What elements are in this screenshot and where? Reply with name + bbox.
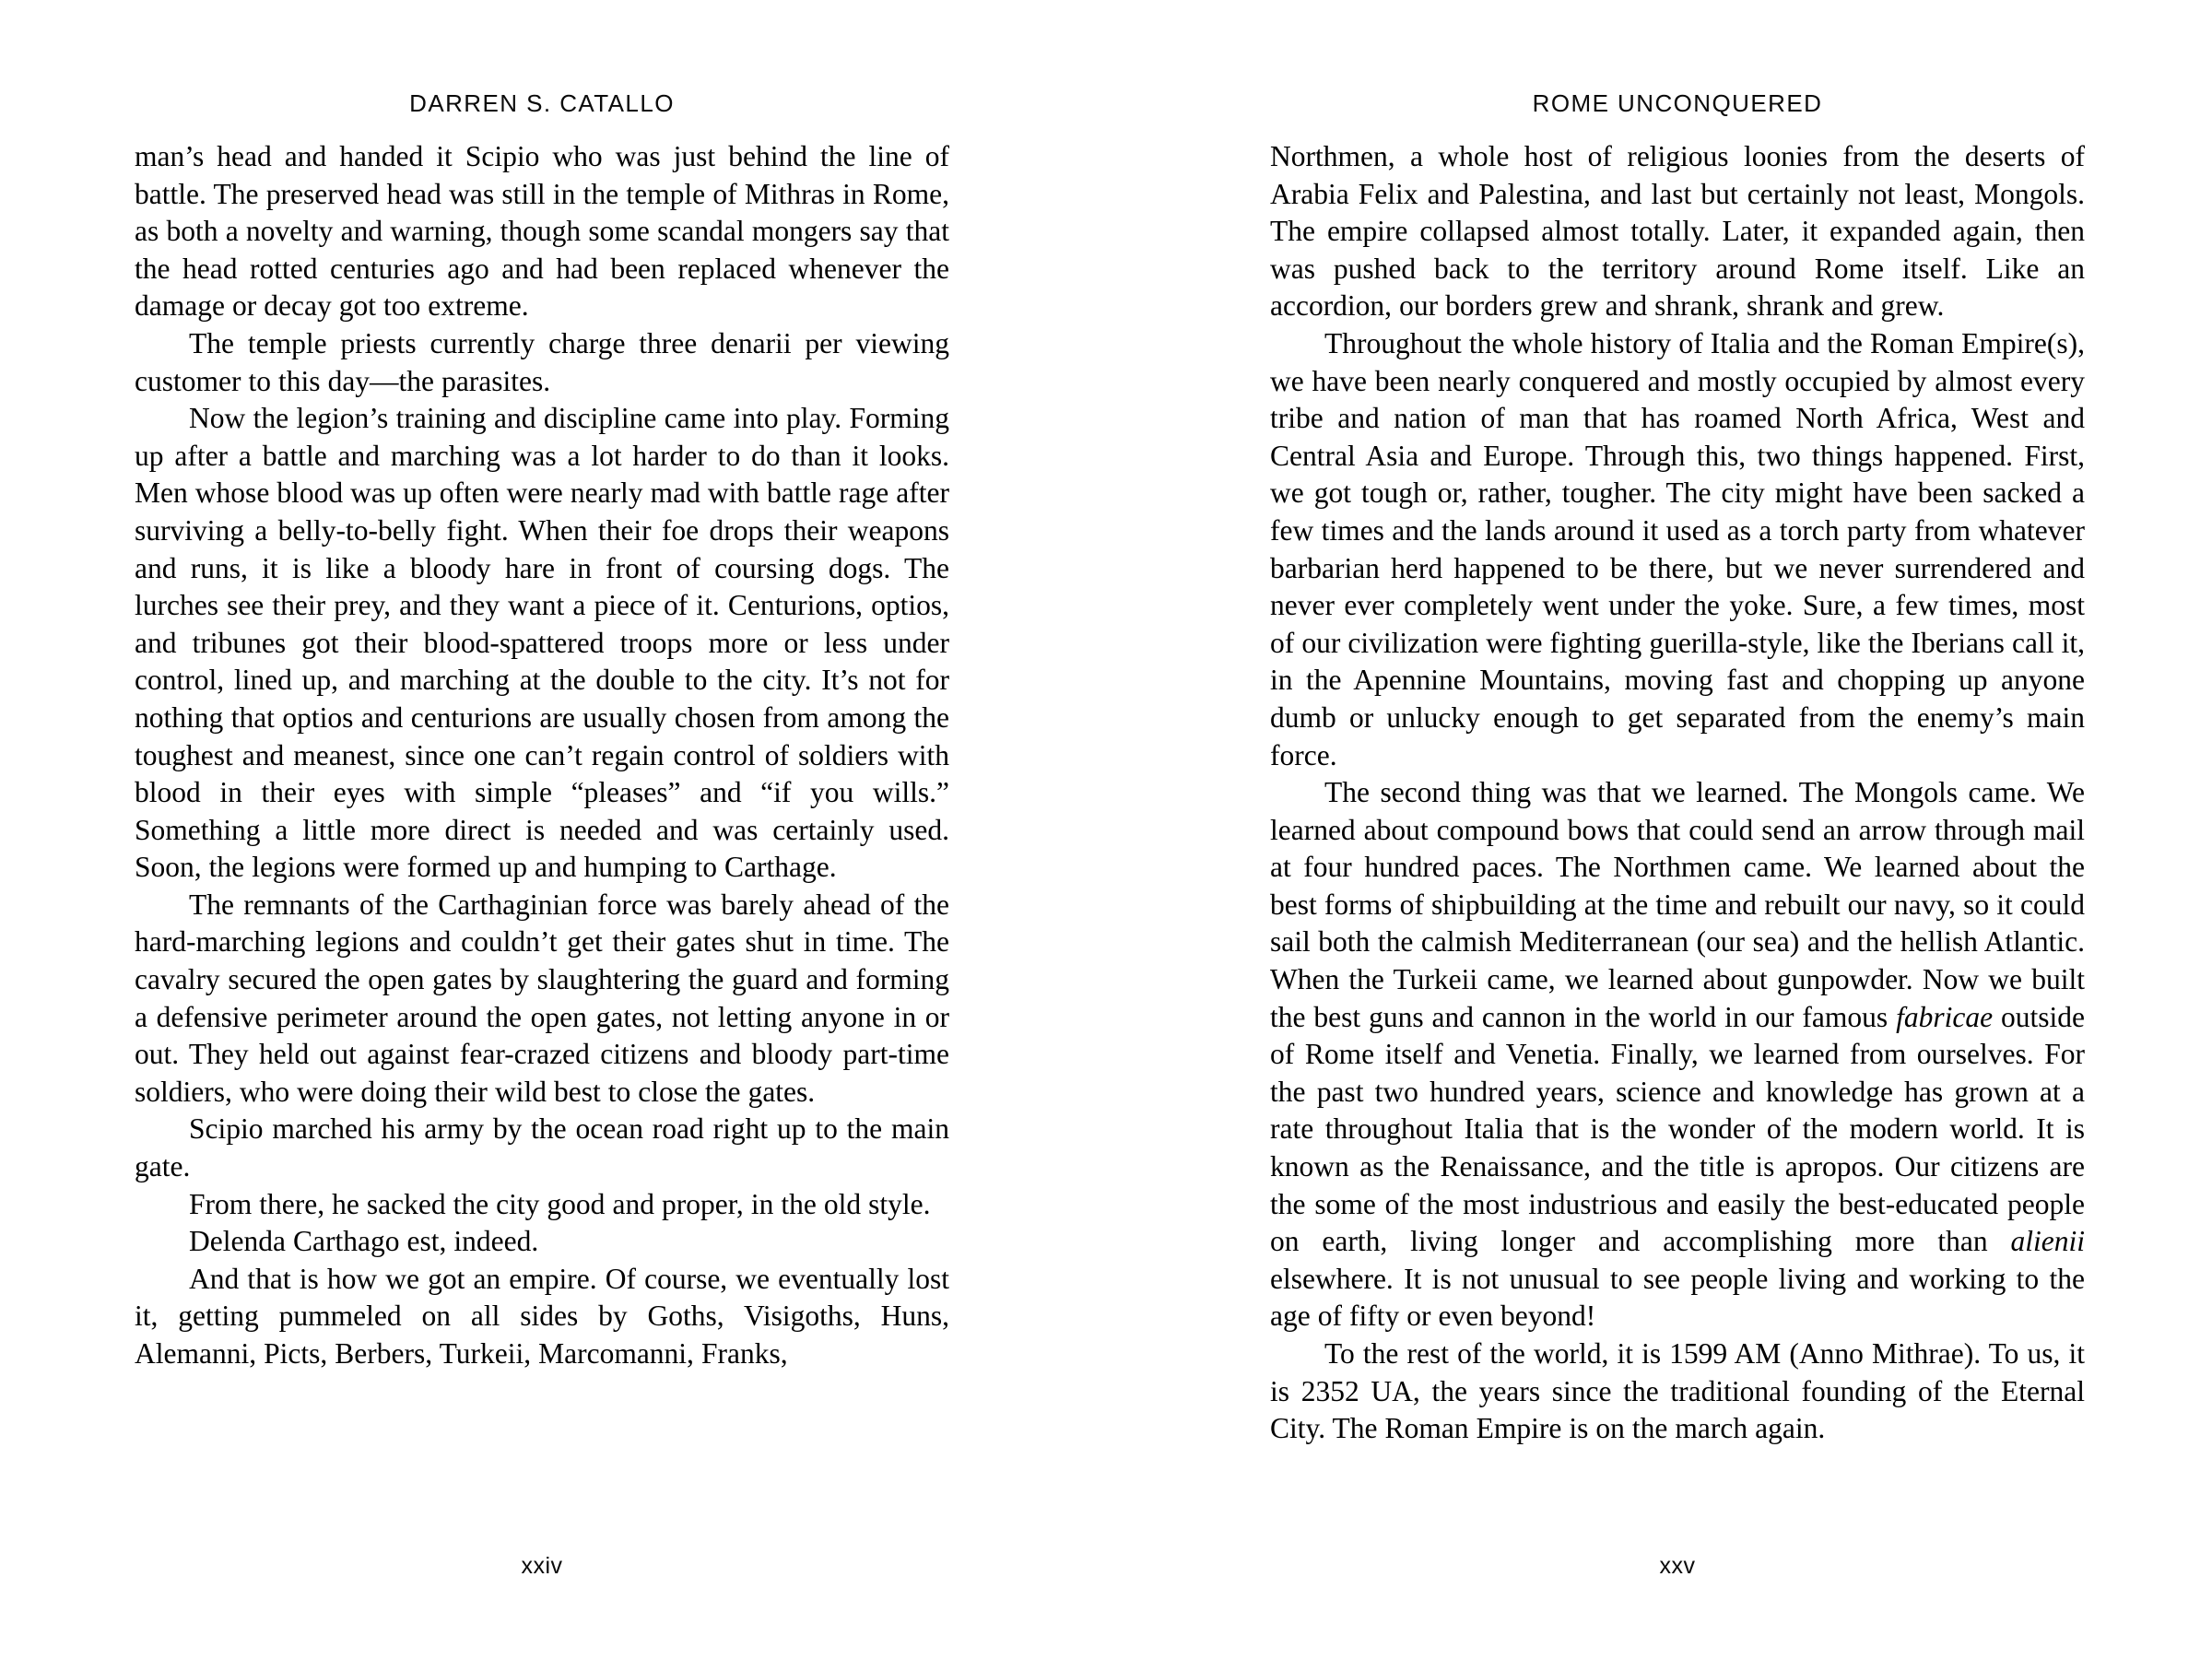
recto-textblock bbox=[1270, 138, 2085, 1448]
folio-verso: xxiv bbox=[521, 1553, 563, 1579]
paragraph: The second thing was that we learned. The Mongols came. We learned about compound bows that could send an arrow through mail at four hundred paces. The Northmen came. We learned about the best forms of shipbuilding at the time and rebuilt our navy, so it could sail both the calmish Mediterranean (our sea) and the hellish Atlantic. When the Turkeii came, we learned about gunpowder. Now we built the best guns and cannon in the world in our famous fabricae outside of Rome itself and Venetia. Finally, we learned from ourselves. For the past two hundred years, science and knowledge has grown at a rate throughout Italia that is the wonder of the modern world. It is known as the Renaissance, and the title is apropos. Our citizens are the some of the most industrious and easily the best-educated people on earth, living longer and accomplishing more than alienii elsewhere. It is not unusual to see people living and working to the age of fifty or even beyond! bbox=[1270, 776, 2085, 1333]
paragraph: Throughout the whole history of Italia and the Roman Empire(s), we have been nearly conquered and mostly occupied by almost every tribe and nation of man that has roamed North Africa, West and Central Asia and Europe. Through this, two things happened. First, we got tough or, rather, tougher. The city might have been sacked a few times and the lands around it used as a torch party from whatever barbarian herd happened to be there, but we never surrendered and never ever completely went under the yoke. Sure, a few times, most of our civilization were fighting guerilla-style, like the Iberians call it, in the Apennine Mountains, moving fast and chopping up anyone dumb or unlucky enough to get separated from the enemy’s main force. bbox=[1270, 326, 2085, 771]
running-head-author: DARREN S. CATALLO bbox=[409, 89, 675, 117]
verso-textblock bbox=[135, 138, 949, 1373]
paragraph: From there, he sacked the city good and proper, in the old style. bbox=[189, 1187, 931, 1220]
folio-recto: xxv bbox=[1659, 1553, 1696, 1579]
paragraph: man’s head and handed it Scipio who was just behind the line of battle. The preserved head was still in the temple of Mithras in Rome, as both a novelty and warning, though some scandal mongers say that the head rotted centuries ago and had been replaced whenever the damage or decay got too extreme. bbox=[135, 140, 949, 323]
running-head-title: ROME UNCONQUERED bbox=[1532, 89, 1823, 117]
paragraph: To the rest of the world, it is 1599 AM (Anno Mithrae). To us, it is 2352 UA, the years since the traditional founding of the Eternal City. The Roman Empire is on the march again. bbox=[1270, 1337, 2085, 1445]
paragraph: Northmen, a whole host of religious loonies from the deserts of Arabia Felix and Palestina, and last but certainly not least, Mongols. The empire collapsed almost totally. Later, it expanded again, then was pushed back to the territory around Rome itself. Like an accordion, our borders grew and shrank, shrank and grew. bbox=[1270, 140, 2085, 323]
paragraph: And that is how we got an empire. Of course, we eventually lost it, getting pummeled on all sides by Goths, Visigoths, Huns, Alemanni, Picts, Berbers, Turkeii, Marcomanni, Franks, bbox=[135, 1262, 949, 1370]
italic-term: alienii bbox=[2010, 1225, 2085, 1258]
italic-term: fabricae bbox=[1896, 1000, 1994, 1033]
paragraph: The remnants of the Carthaginian force was barely ahead of the hard-marching legions and couldn’t get their gates shut in time. The cavalry secured the open gates by slaughtering the guard and forming a defensive perimeter around the open gates, not letting anyone in or out. They held out against fear-crazed citizens and bloody part-time soldiers, who were doing their wild best to close the gates. bbox=[135, 888, 949, 1108]
paragraph: Now the legion’s training and discipline came into play. Forming up after a battle and marching was a lot harder to do than it looks. Men whose blood was up often were nearly mad with battle rage after surviving a belly-to-belly fight. When their foe drops their weapons and runs, it is like a bloody hare in front of coursing dogs. The lurches see their prey, and they want a piece of it. Centurions, optios, and tribunes got their blood-spattered troops more or less under control, lined up, and marching at the double to the city. It’s not for nothing that optios and centurions are usually chosen from among the toughest and meanest, since one can’t regain control of soldiers with blood in their eyes with simple “pleases” and “if you wills.” Something a little more direct is needed and was certainly used. Soon, the legions were formed up and humping to Carthage. bbox=[135, 402, 949, 884]
recto-text-column bbox=[1270, 138, 2085, 1484]
paragraph: The temple priests currently charge three denarii per viewing customer to this day—the parasites. bbox=[135, 326, 949, 397]
paragraph: Delenda Carthago est, indeed. bbox=[189, 1225, 539, 1258]
verso-text-column bbox=[135, 138, 949, 1484]
paragraph: Scipio marched his army by the ocean road right up to the main gate. bbox=[135, 1112, 949, 1183]
